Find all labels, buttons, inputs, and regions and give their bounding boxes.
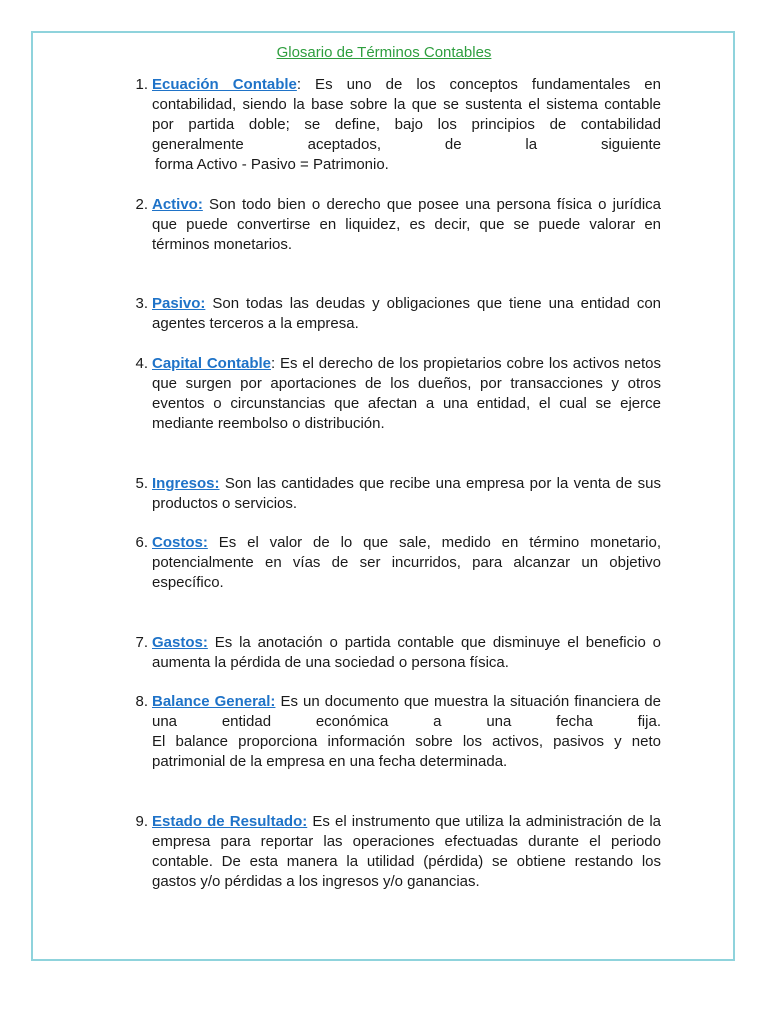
item-body: [152, 294, 661, 334]
item-body: [152, 474, 661, 514]
item-number: 9.: [135, 813, 148, 830]
term-link-capital-contable[interactable]: Capital Contable: [152, 355, 271, 372]
term-separator: :: [296, 76, 302, 93]
definition-text: Es el derecho de los propietarios cobre los activos netos que surgen por aportaciones de los dueños, por transacciones y otros eventos o circunstancias que afectan a una entidad, el cual se ejerce mediante reembolso o distribución.: [152, 355, 661, 432]
item-body: [152, 354, 661, 434]
item-number: 8.: [135, 693, 148, 710]
term-separator: :: [271, 355, 276, 372]
item-body: [152, 812, 661, 892]
definition-text: Son todas las deudas y obligaciones que tiene una entidad con agentes terceros a la empresa.: [152, 295, 661, 332]
item-number: 1.: [135, 76, 148, 93]
definition-text: Es el instrumento que utiliza la administración de la empresa para reportar las operaciones efectuadas durante el periodo contable. De esta manera la utilidad (pérdida) se obtiene restando los gastos y/o pérdidas a los ingresos y/o ganancias.: [152, 813, 661, 890]
term-link-gastos[interactable]: Gastos:: [152, 634, 208, 651]
document-title: Glosario de Términos Contables: [276, 44, 492, 61]
term-link-ingresos[interactable]: Ingresos:: [152, 475, 220, 492]
definition-tail: forma Activo - Pasivo = Patrimonio.: [155, 156, 389, 173]
item-number: 5.: [135, 475, 148, 492]
term-link-activo[interactable]: Activo:: [152, 196, 203, 213]
term-link-ecuacion-contable[interactable]: Ecuación Contable: [152, 76, 297, 93]
item-number: 3.: [135, 295, 148, 312]
definition-text: Son las cantidades que recibe una empresa por la venta de sus productos o servicios.: [152, 475, 661, 512]
item-body: [152, 195, 661, 255]
term-link-costos[interactable]: Costos:: [152, 534, 208, 551]
item-body: [152, 633, 661, 673]
definition-text: Es el valor de lo que sale, medido en término monetario, potencialmente en vías de ser incurridos, para alcanzar un objetivo específico.: [152, 534, 661, 591]
term-link-balance-general[interactable]: Balance General:: [152, 693, 276, 710]
definition-text: Es un documento que muestra la situación financiera de una entidad económica a una fecha fija.: [152, 693, 661, 730]
item-number: 4.: [135, 355, 148, 372]
definition-text: Es la anotación o partida contable que disminuye el beneficio o aumenta la pérdida de una sociedad o persona física.: [152, 634, 661, 671]
definition-tail: El balance proporciona información sobre los activos, pasivos y neto patrimonial de la empresa en una fecha determinada.: [152, 733, 661, 770]
item-body: [152, 533, 661, 593]
definition-text: Son todo bien o derecho que posee una persona física o jurídica que puede convertirse en liquidez, es decir, que se puede valorar en términos monetarios.: [152, 196, 661, 253]
item-body: [152, 692, 661, 772]
term-link-estado-de-resultado[interactable]: Estado de Resultado:: [152, 813, 308, 830]
item-body: [152, 75, 661, 175]
definition-text: Es uno de los conceptos fundamentales en contabilidad, siendo la base sobre la que se sustenta el sistema contable por partida doble; se define, bajo los principios de contabilidad generalmente aceptados, de la siguiente: [152, 76, 661, 153]
item-number: 7.: [135, 634, 148, 651]
item-number: 6.: [135, 534, 148, 551]
item-number: 2.: [135, 196, 148, 213]
term-link-pasivo[interactable]: Pasivo:: [152, 295, 206, 312]
